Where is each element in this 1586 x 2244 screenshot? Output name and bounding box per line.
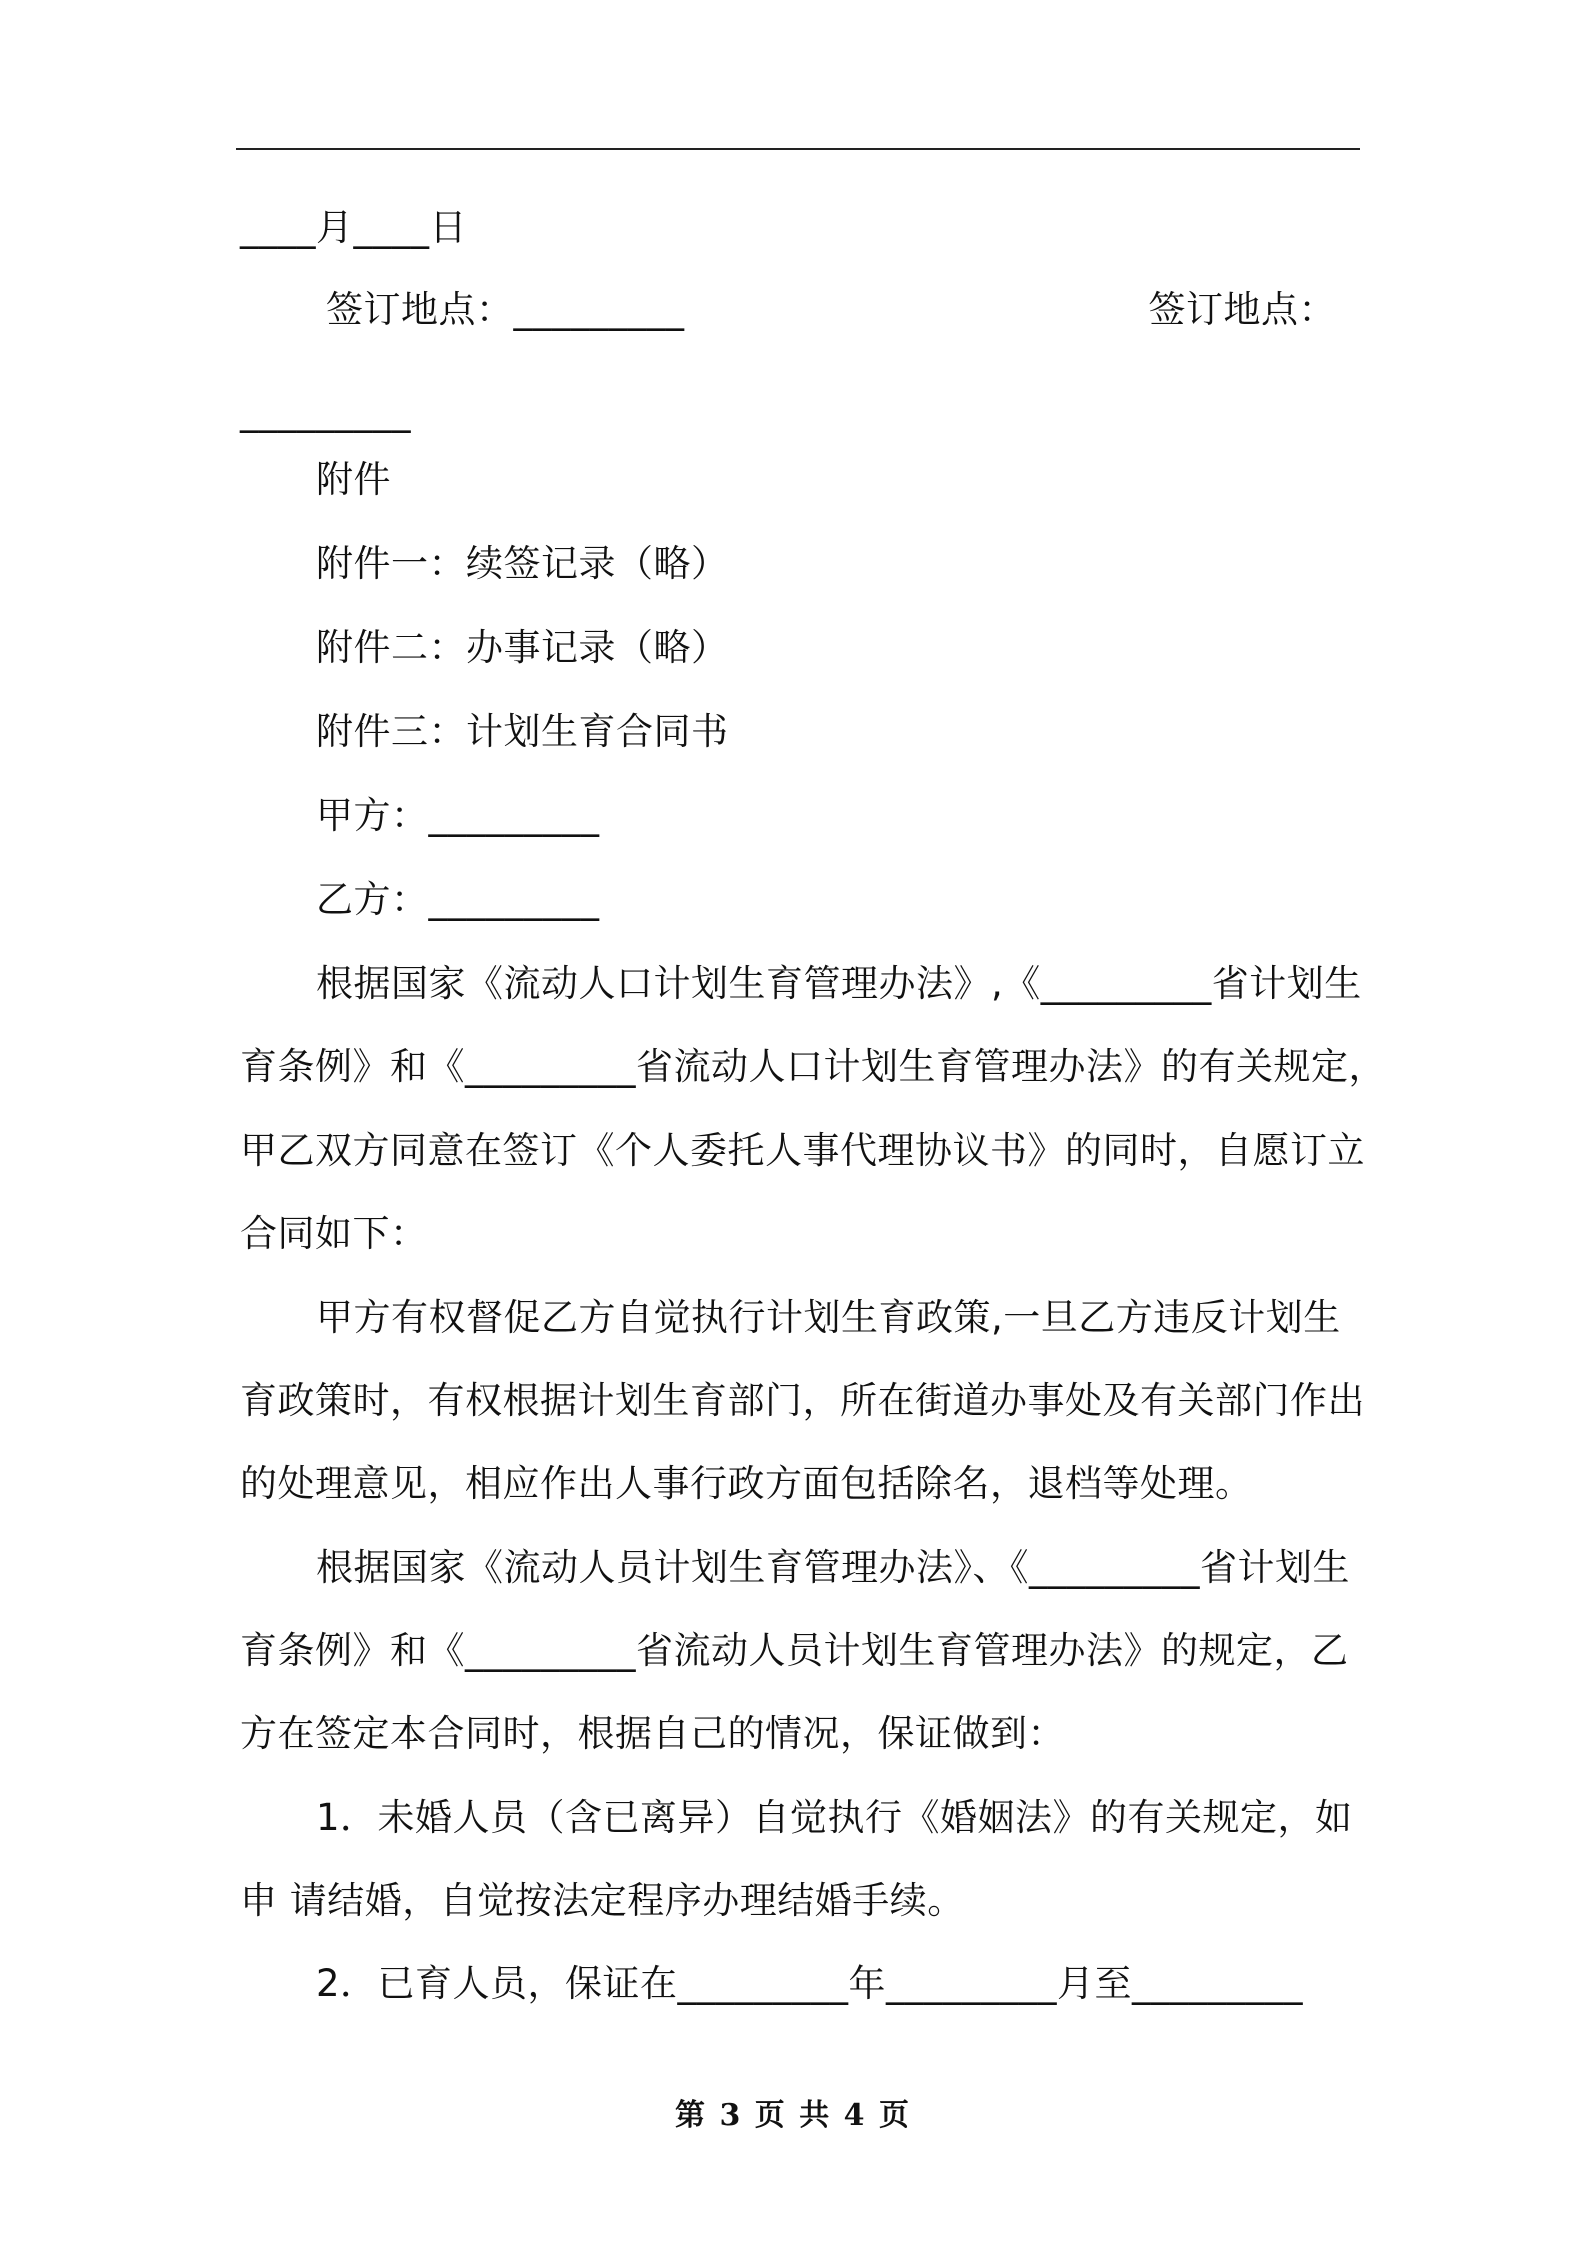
page-number-footer: 第 3 页 共 4 页 <box>675 2098 911 2133</box>
signing-place-left: 签订地点：_________ <box>326 288 685 331</box>
attachment-3: 附件三：计划生育合同书 <box>316 710 729 753</box>
para1-line1: 根据国家《流动人口计划生育管理办法》,《_________省计划生 <box>316 962 1362 1005</box>
para3-line2: 育条例》和《_________省流动人员计划生育管理办法》的规定，乙 <box>240 1629 1349 1672</box>
para2-line2: 育政策时，有权根据计划生育部门，所在街道办事处及有关部门作出 <box>240 1379 1365 1422</box>
para1-line3: 甲乙双方同意在签订《个人委托人事代理协议书》的同时，自愿订立 <box>240 1129 1365 1172</box>
attachment-1: 附件一：续签记录（略） <box>316 542 729 585</box>
signing-place-row <box>326 286 1336 334</box>
attachments-heading: 附件 <box>316 458 391 501</box>
signing-place-right-blank: _________ <box>240 390 411 433</box>
para2-line1: 甲方有权督促乙方自觉执行计划生育政策,一旦乙方违反计划生 <box>316 1296 1341 1339</box>
item1-line2: 申 请结婚，自觉按法定程序办理结婚手续。 <box>240 1879 965 1922</box>
attachment-2: 附件二：办事记录（略） <box>316 626 729 669</box>
para1-line2: 育条例》和《_________省流动人口计划生育管理办法》的有关规定， <box>240 1045 1386 1088</box>
header-rule <box>236 148 1360 150</box>
para1-line4: 合同如下： <box>240 1212 428 1255</box>
para3-line1: 根据国家《流动人员计划生育管理办法》、《_________省计划生 <box>316 1546 1350 1589</box>
para2-line3: 的处理意见，相应作出人事行政方面包括除名，退档等处理。 <box>240 1462 1253 1505</box>
party-a: 甲方：_________ <box>316 794 600 837</box>
signing-place-right: 签订地点： <box>1148 288 1336 331</box>
item2-line1: 2．已育人员，保证在_________年_________月至_________ <box>316 1962 1304 2005</box>
party-b: 乙方：_________ <box>316 878 600 921</box>
date-line: ____月____日 <box>240 206 467 249</box>
item1-line1: 1．未婚人员（含已离异）自觉执行《婚姻法》的有关规定，如 <box>316 1796 1353 1839</box>
para3-line3: 方在签定本合同时，根据自己的情况，保证做到： <box>240 1712 1065 1755</box>
